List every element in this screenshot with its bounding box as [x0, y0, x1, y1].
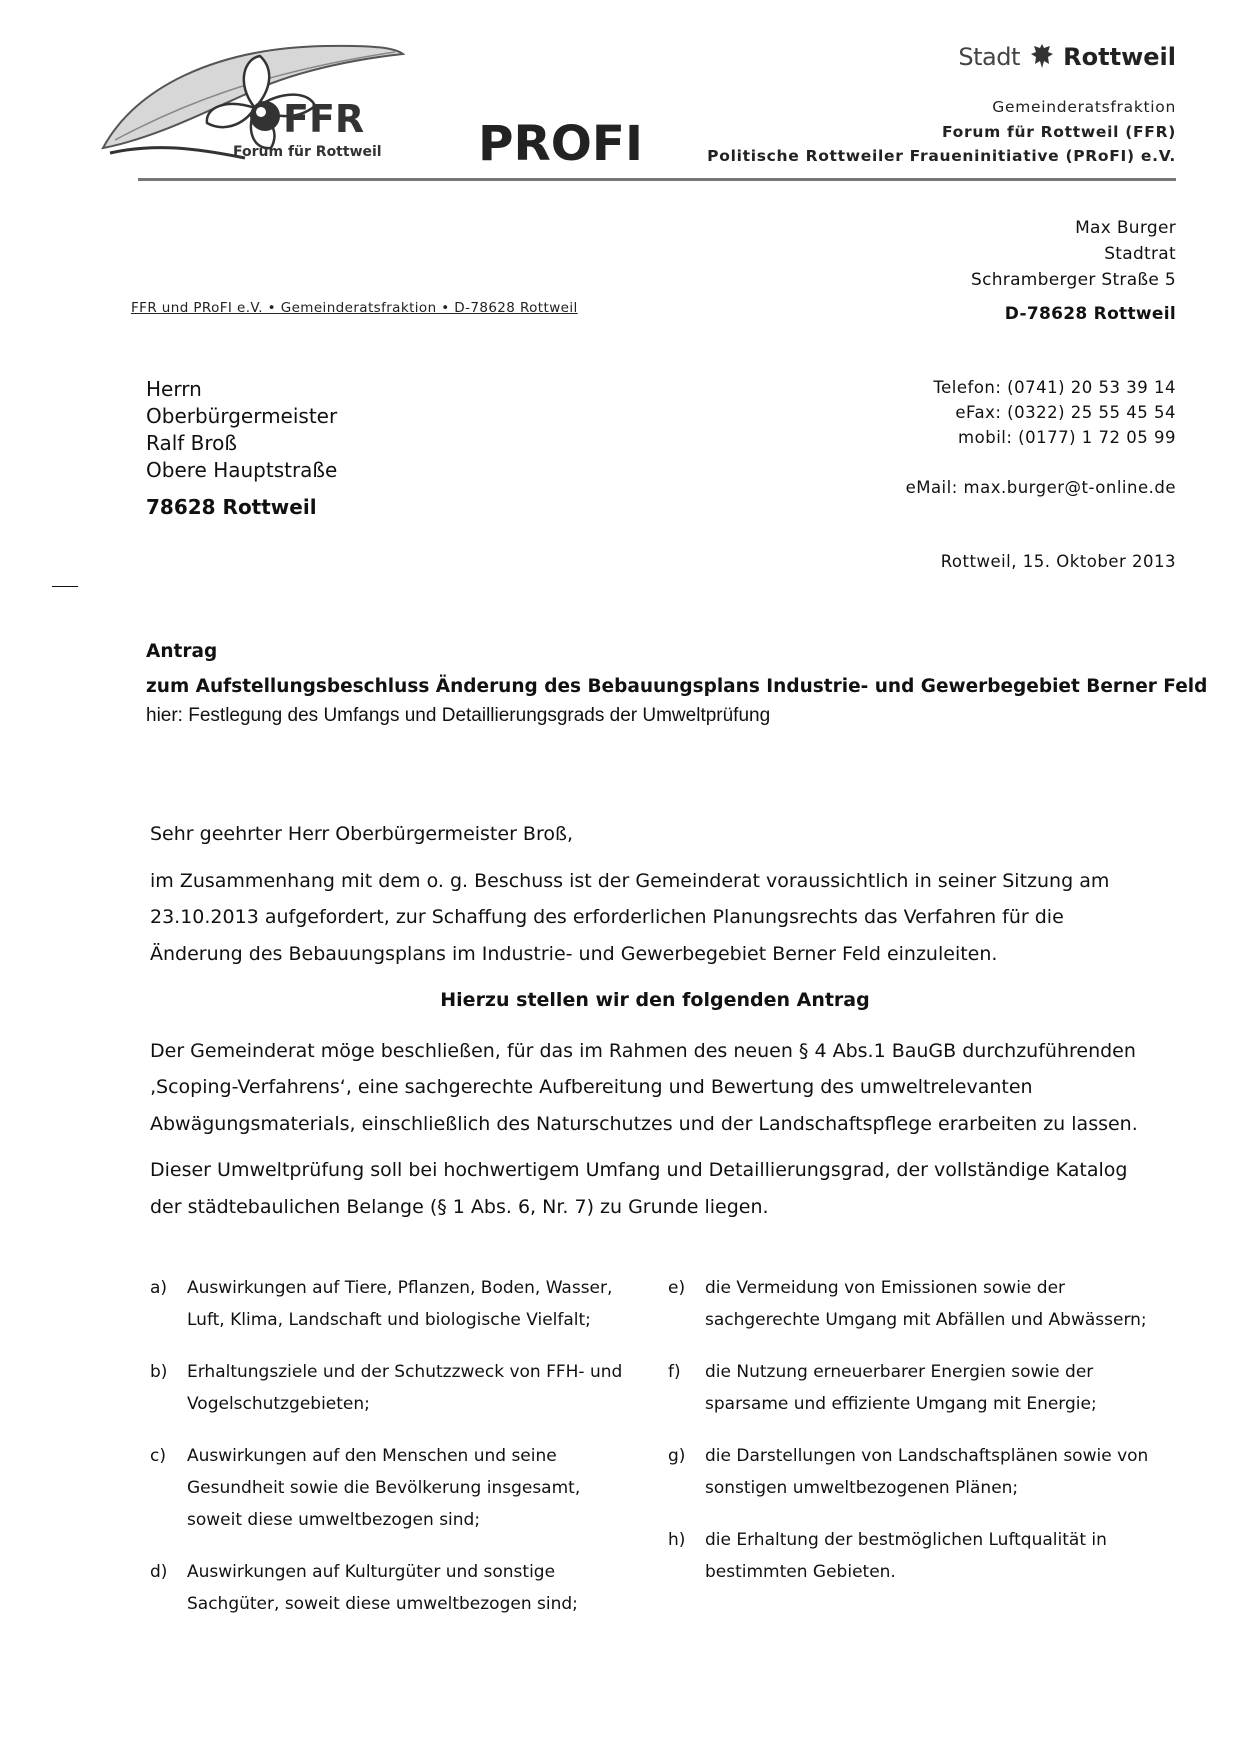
motion-heading: Hierzu stellen wir den folgenden Antrag [440, 989, 870, 1011]
profi-logo [478, 112, 648, 168]
criteria-list-left [150, 1272, 630, 1640]
stadt-rottweil-wordmark [958, 42, 1176, 71]
sender-role: Stadtrat [1104, 244, 1176, 264]
sender-city: D-78628 Rottweil [1004, 304, 1176, 324]
org-line: Politische Rottweiler Fraueninitiative (PRoFI) e.V. [707, 147, 1176, 165]
list-marker: d) [150, 1562, 168, 1582]
list-marker: h) [668, 1530, 686, 1550]
contact-telefon: Telefon: (0741) 20 53 39 14 [933, 378, 1176, 397]
fold-mark [52, 586, 78, 587]
list-item [150, 1272, 630, 1336]
stadt-name: Rottweil [1063, 43, 1176, 71]
return-address: FFR und PRoFI e.V. • Gemeinderatsfraktion • D-78628 Rottweil [131, 300, 578, 316]
contact-efax: eFax: (0322) 25 55 45 54 [955, 403, 1176, 422]
contact-block [906, 375, 1176, 500]
list-marker: a) [150, 1278, 168, 1298]
sender-street: Schramberger Straße 5 [970, 270, 1176, 290]
list-item-text: die Erhaltung der bestmöglichen Luftqualität in bestimmten Gebieten. [705, 1530, 1107, 1582]
ffr-logo-mark: FFR [283, 97, 365, 141]
contact-email[interactable]: eMail: max.burger@t-online.de [905, 478, 1176, 497]
eagle-icon [1030, 42, 1054, 70]
list-item-text: Auswirkungen auf den Menschen und seine Gesundheit sowie die Bevölkerung insgesamt, soweit diese umweltbezogen sind; [187, 1446, 581, 1530]
stadt-prefix: Stadt [958, 43, 1020, 71]
body-paragraph: Dieser Umweltprüfung soll bei hochwertigem Umfang und Detaillierungsgrad, der vollständige Katalog der städtebaulichen Belange (§ 1 Abs. 6, Nr. 7) zu Grunde liegen. [150, 1159, 1128, 1218]
list-item [668, 1356, 1168, 1420]
org-line: Gemeinderatsfraktion [992, 98, 1176, 116]
subject-title: Antrag [146, 641, 218, 662]
recipient-street: Obere Hauptstraße [146, 458, 338, 482]
criteria-list-right [668, 1272, 1168, 1608]
recipient-salutation: Herrn [146, 377, 202, 401]
list-item [150, 1440, 630, 1536]
greeting: Sehr geehrter Herr Oberbürgermeister Broß, [150, 823, 573, 845]
profi-logo-text: PROFI [478, 116, 643, 168]
org-line: Forum für Rottweil (FFR) [942, 122, 1176, 141]
list-marker: c) [150, 1446, 166, 1466]
list-item-text: die Darstellungen von Landschaftsplänen sowie von sonstigen umweltbezogenen Plänen; [705, 1446, 1149, 1498]
body-paragraph: Der Gemeinderat möge beschließen, für das im Rahmen des neuen § 4 Abs.1 BauGB durchzuführenden ‚Scoping-Verfahrens‘, eine sachgerechte Aufbereitung und Bewertung des umweltrelevanten Abwägungsmaterials, einschließlich des Naturschutzes und der Landschaftspflege erarbeiten zu lassen. [150, 1039, 1138, 1135]
list-item [668, 1524, 1168, 1588]
list-item-text: Erhaltungsziele und der Schutzzweck von FFH- und Vogelschutzgebieten; [187, 1362, 623, 1414]
list-item-text: die Nutzung erneuerbarer Energien sowie der sparsame und effiziente Umgang mit Energie; [705, 1362, 1097, 1414]
letter-date: Rottweil, 15. Oktober 2013 [940, 552, 1176, 571]
subject-detail: hier: Festlegung des Umfangs und Detaillierungsgrads der Umweltprüfung [146, 705, 771, 726]
list-item-text: Auswirkungen auf Kulturgüter und sonstige Sachgüter, soweit diese umweltbezogen sind; [187, 1562, 578, 1614]
list-marker: g) [668, 1446, 686, 1466]
header-divider [138, 178, 1176, 181]
recipient-city: 78628 Rottweil [146, 495, 317, 519]
list-item-text: die Vermeidung von Emissionen sowie der sachgerechte Umgang mit Abfällen und Abwässern; [705, 1278, 1147, 1330]
body-paragraph: im Zusammenhang mit dem o. g. Beschuss ist der Gemeinderat voraussichtlich in seiner Sitzung am 23.10.2013 aufgefordert, zur Schaffung des erforderlichen Planungsrechts das Verfahren für die Änderung des Bebauungsplans im Industrie- und Gewerbegebiet Berner Feld einzuleiten. [150, 869, 1110, 965]
sender-name: Max Burger [1075, 218, 1176, 238]
organization-block [707, 95, 1176, 169]
list-item [150, 1356, 630, 1420]
list-item-text: Auswirkungen auf Tiere, Pflanzen, Boden, Wasser, Luft, Klima, Landschaft und biologische Vielfalt; [187, 1278, 613, 1330]
subject-line: zum Aufstellungsbeschluss Änderung des Bebauungsplans Industrie- und Gewerbegebiet Berner Feld [146, 676, 1208, 697]
letter-body [150, 816, 1160, 1235]
sender-block [971, 215, 1176, 327]
recipient-name: Ralf Broß [146, 431, 238, 455]
list-item [668, 1440, 1168, 1504]
list-item [150, 1556, 630, 1620]
contact-mobil: mobil: (0177) 1 72 05 99 [958, 428, 1176, 447]
list-marker: f) [668, 1362, 681, 1382]
list-marker: b) [150, 1362, 168, 1382]
subject-block [146, 634, 1207, 728]
list-marker: e) [668, 1278, 686, 1298]
ffr-logo [95, 28, 405, 178]
ffr-logo-tagline: Forum für Rottweil [233, 144, 382, 160]
list-item [668, 1272, 1168, 1336]
recipient-title: Oberbürgermeister [146, 404, 338, 428]
recipient-block [146, 376, 337, 521]
